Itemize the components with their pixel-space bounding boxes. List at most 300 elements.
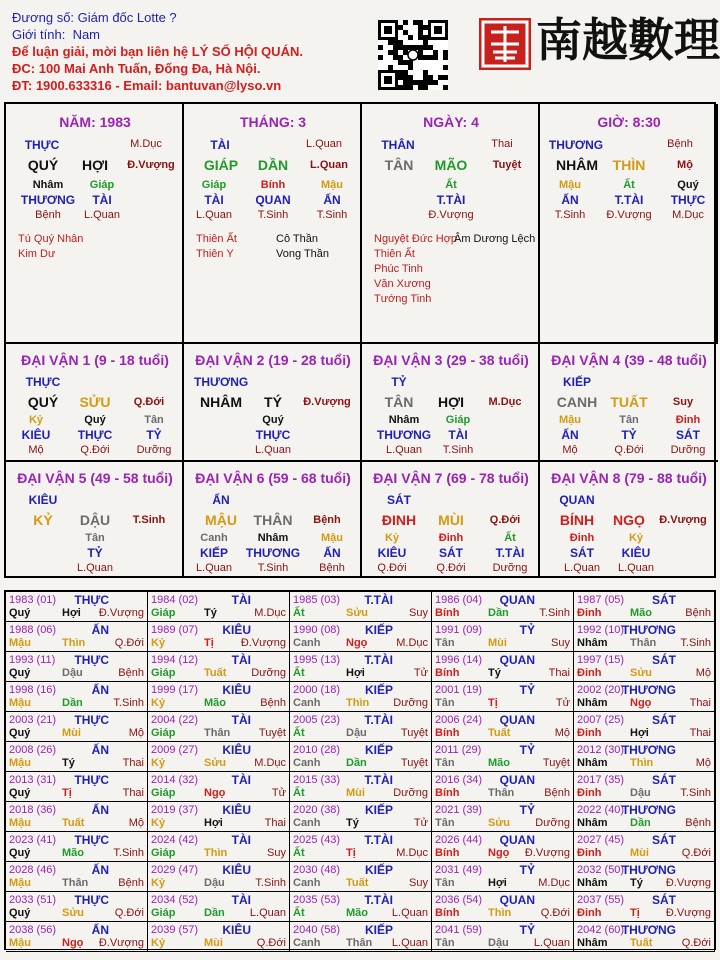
year-stem: Kỷ (151, 937, 166, 949)
year-god: ẤN (91, 923, 109, 937)
year-branch: Thìn (488, 907, 512, 919)
year-stem: Nhâm (577, 637, 608, 649)
year-state: L.Quan (249, 907, 286, 919)
year-branch: Dần (630, 817, 651, 829)
year-cell (574, 622, 715, 652)
year-stem: Quý (9, 607, 31, 619)
year-label: 2018 (36) (9, 804, 57, 816)
year-cell (6, 652, 148, 682)
year-stem: Mậu (9, 937, 31, 949)
hidden-stem-god: ẤN (323, 546, 341, 560)
dai-van-god: ẤN (212, 493, 230, 507)
hidden-stem-state: L.Quan (195, 562, 233, 574)
hidden-stem-god: TỶ (621, 428, 637, 442)
dai-van-stem: KỶ (33, 512, 53, 528)
year-cell (432, 892, 574, 922)
year-god: KIẾP (364, 743, 393, 757)
hidden-stem: Nhâm (32, 179, 64, 191)
year-stem: Tân (435, 757, 455, 769)
dai-van-title: ĐẠI VẬN 4 (39 - 48 tuổi) (551, 352, 707, 368)
year-branch: Mão (346, 907, 368, 919)
hidden-stem-state: L.Quan (195, 209, 233, 221)
year-branch: Hợi (630, 727, 649, 739)
dai-van-state: Suy (672, 396, 694, 408)
hidden-stem-state: Q.Đới (377, 562, 407, 574)
year-stem: Đinh (577, 667, 602, 679)
year-branch: Ngọ (488, 847, 510, 859)
dai-van-1 (6, 342, 184, 460)
pillar-stars-left (196, 232, 237, 262)
year-god: TÀI (231, 653, 251, 667)
year-cell (574, 922, 715, 952)
pillar-branch-state: L.Quan (310, 159, 348, 171)
hidden-stem-god: THƯƠNG (376, 428, 432, 442)
year-branch: Tị (62, 787, 72, 799)
year-state: Bệnh (260, 697, 286, 709)
year-god: KIẾP (364, 923, 393, 937)
year-god: THƯƠNG (621, 803, 676, 817)
year-label: 2015 (33) (293, 774, 341, 786)
year-stem: Ất (293, 847, 305, 859)
year-cell (432, 862, 574, 892)
year-stem: Quý (9, 787, 31, 799)
year-cell (148, 682, 290, 712)
hidden-stem: Tân (619, 414, 639, 426)
star-label: Vong Thần (276, 248, 330, 260)
dai-van-state: Đ.Vượng (303, 396, 351, 408)
year-cell (6, 592, 148, 622)
year-state: M.Dục (254, 757, 286, 769)
year-cell (6, 712, 148, 742)
year-stem: Canh (293, 697, 321, 709)
year-stem: Ất (293, 787, 305, 799)
hidden-stem: Ất (623, 179, 635, 191)
year-cell (574, 862, 715, 892)
hidden-stem-god: ẤN (323, 193, 341, 207)
year-stem: Giáp (151, 847, 176, 859)
dai-van-3 (362, 342, 540, 460)
pillar-stem: QUÝ (27, 157, 59, 173)
year-god: T.TÀI (364, 653, 393, 667)
pillar-branch: HỢI (82, 157, 108, 173)
year-god: TỶ (519, 623, 535, 637)
dai-van-god: QUAN (559, 493, 595, 507)
pillar-branch-state: Tuyệt (492, 159, 522, 171)
year-state: Q.Đới (114, 907, 144, 919)
qr-code-icon[interactable] (378, 20, 448, 90)
star-label: Phúc Tinh (374, 263, 423, 275)
year-branch: Thân (488, 787, 515, 799)
year-cell (290, 742, 432, 772)
year-label: 2039 (57) (151, 924, 199, 936)
year-cell (574, 772, 715, 802)
contact-line-2: ĐC: 100 Mai Anh Tuấn, Đống Đa, Hà Nội. (12, 61, 261, 76)
year-branch: Tị (204, 637, 214, 649)
year-label: 2021 (39) (435, 804, 483, 816)
year-cell (574, 592, 715, 622)
year-cell (290, 712, 432, 742)
contact-line-3: ĐT: 1900.633316 - Email: bantuvan@lyso.vn (12, 78, 282, 93)
dai-van-god: SÁT (387, 493, 411, 507)
star-label: Tướng Tinh (374, 293, 432, 305)
year-branch: Sửu (346, 607, 369, 619)
hidden-stem-god: TỶ (87, 546, 103, 560)
year-label: 2008 (26) (9, 744, 57, 756)
hidden-stem-god: KIÊU (621, 546, 651, 560)
year-state: Đ.Vượng (98, 607, 144, 619)
pillar-1 (6, 104, 184, 344)
year-branch: Tý (630, 877, 643, 889)
year-stem: Mậu (9, 697, 31, 709)
hidden-stem-god: QUAN (255, 193, 291, 207)
year-stem: Bính (435, 787, 460, 799)
year-stem: Giáp (151, 667, 176, 679)
year-stem: Giáp (151, 607, 176, 619)
brand-title: 南越數理 (536, 13, 720, 67)
year-cell (432, 772, 574, 802)
year-branch: Tý (346, 817, 359, 829)
year-state: Dưỡng (251, 667, 286, 679)
dai-van-6 (184, 460, 362, 578)
year-state: Tuyệt (258, 727, 286, 739)
year-branch: Mão (204, 697, 226, 709)
hidden-stem: Canh (200, 532, 228, 544)
pillar-stem-god: THÂN (381, 138, 415, 152)
gender-label: Giới tính: (12, 27, 66, 42)
year-stem: Canh (293, 637, 321, 649)
dai-van-title: ĐẠI VẬN 8 (79 - 88 tuổi) (551, 470, 707, 486)
hidden-stem: Quý (84, 414, 106, 426)
year-state: Bệnh (544, 787, 570, 799)
hidden-stem-god: KIÊU (21, 428, 51, 442)
hidden-stem: Nhâm (257, 532, 289, 544)
year-branch: Tuất (62, 817, 85, 829)
hidden-stem-state: L.Quan (76, 562, 114, 574)
year-state: Dưỡng (535, 817, 570, 829)
year-label: 2017 (35) (577, 774, 625, 786)
year-state: Thai (548, 667, 570, 679)
year-state: Mộ (695, 757, 711, 769)
hidden-stem-state: L.Quan (385, 444, 423, 456)
hidden-stem-state: Bệnh (35, 209, 61, 221)
year-branch: Tị (630, 907, 640, 919)
hidden-stem-god: THƯƠNG (20, 193, 76, 207)
year-branch: Dần (346, 757, 367, 769)
year-branch: Hợi (488, 877, 507, 889)
pillar-stem-state: Thai (491, 138, 513, 150)
year-state: T.Sinh (539, 607, 570, 619)
year-stem: Canh (293, 817, 321, 829)
year-state: T.Sinh (113, 847, 144, 859)
year-cell (6, 622, 148, 652)
year-label: 2011 (29) (435, 744, 482, 756)
year-label: 2009 (27) (151, 744, 199, 756)
year-state: Thai (264, 817, 286, 829)
year-stem: Quý (9, 727, 31, 739)
dai-van-god: TỶ (391, 375, 407, 389)
pillar-stem: TÂN (384, 157, 414, 173)
year-cell (6, 802, 148, 832)
year-label: 1999 (17) (151, 684, 199, 696)
pillar-branch: DẦN (257, 157, 289, 173)
year-god: T.TÀI (364, 593, 393, 607)
year-stem: Canh (293, 937, 321, 949)
hidden-stem: Tân (85, 532, 105, 544)
year-god: KIÊU (222, 683, 251, 697)
pillar-branch: THÌN (612, 157, 646, 173)
dai-van-state: Đ.Vượng (659, 514, 707, 526)
hidden-stem: Giáp (89, 179, 115, 191)
year-god: SÁT (652, 653, 676, 667)
hidden-stem: Ất (445, 179, 457, 191)
year-state: Bệnh (685, 607, 711, 619)
year-state: Bệnh (118, 877, 144, 889)
year-stem: Đinh (577, 907, 602, 919)
year-stem: Đinh (577, 847, 602, 859)
hidden-stem-god: T.TÀI (614, 193, 644, 207)
year-state: Suy (409, 877, 428, 889)
year-state: Q.Đới (681, 937, 711, 949)
year-god: TÀI (231, 593, 251, 607)
year-branch: Thìn (204, 847, 228, 859)
star-label: Thiên Ất (374, 248, 415, 260)
year-stem: Kỷ (151, 877, 166, 889)
year-branch: Dậu (346, 727, 367, 739)
year-label: 2019 (37) (151, 804, 199, 816)
year-branch: Dậu (488, 937, 509, 949)
dai-van-title: ĐẠI VẬN 1 (9 - 18 tuổi) (21, 352, 169, 368)
year-branch: Ngọ (204, 787, 226, 799)
year-branch: Dần (62, 697, 83, 709)
star-label: Văn Xương (374, 278, 431, 290)
year-god: THỰC (74, 893, 109, 907)
hidden-stem-state: T.Sinh (316, 209, 348, 221)
hidden-stem: Kỷ (384, 532, 400, 544)
year-label: 1985 (03) (293, 594, 341, 606)
hidden-stem-state: Q.Đới (436, 562, 466, 574)
hidden-stem: Ất (504, 532, 516, 544)
hidden-stem-state: Đ.Vượng (428, 209, 474, 221)
year-label: 1997 (15) (577, 654, 625, 666)
year-god: KIẾP (364, 863, 393, 877)
year-state: Suy (267, 847, 286, 859)
year-state: M.Dục (396, 847, 428, 859)
dai-van-stem: MẬU (205, 512, 237, 528)
year-stem: Quý (9, 667, 31, 679)
year-state: Đ.Vượng (524, 847, 570, 859)
year-cell (574, 742, 715, 772)
year-cell (148, 772, 290, 802)
pillar-stem: NHÂM (556, 157, 598, 173)
dai-van-branch: TÝ (264, 394, 282, 410)
hidden-stem-state: Bệnh (319, 562, 345, 574)
pillar-4 (540, 104, 718, 344)
year-label: 1983 (01) (9, 594, 57, 606)
year-branch: Ngọ (62, 937, 84, 949)
year-god: THƯƠNG (621, 683, 676, 697)
year-branch: Sửu (62, 907, 85, 919)
year-stem: Tân (435, 697, 455, 709)
hidden-stem-god: TÀI (204, 193, 224, 207)
dai-van-title: ĐẠI VẬN 3 (29 - 38 tuổi) (373, 352, 529, 368)
year-label: 2037 (55) (577, 894, 625, 906)
year-cell (148, 802, 290, 832)
year-god: TÀI (231, 713, 251, 727)
hidden-stem: Mậu (559, 414, 581, 426)
pillar-title: GIỜ: 8:30 (597, 114, 661, 130)
year-branch: Ngọ (630, 697, 652, 709)
year-label: 2003 (21) (9, 714, 57, 726)
hidden-stem-state: L.Quan (83, 209, 121, 221)
dai-van-2 (184, 342, 362, 460)
year-cell (432, 622, 574, 652)
year-branch: Mão (630, 607, 652, 619)
four-pillars-chart (4, 102, 716, 578)
year-branch: Mùi (630, 847, 649, 859)
pillar-stem-state: Bệnh (667, 138, 693, 150)
year-stem: Tân (435, 937, 455, 949)
year-god: THỰC (74, 593, 109, 607)
year-state: Mộ (695, 667, 711, 679)
year-label: 2042 (60) (577, 924, 625, 936)
year-label: 2013 (31) (9, 774, 57, 786)
year-state: Q.Đới (681, 847, 711, 859)
year-branch: Mão (488, 757, 510, 769)
year-cell (290, 892, 432, 922)
dai-van-title: ĐẠI VẬN 2 (19 - 28 tuổi) (195, 352, 351, 368)
year-label: 2041 (59) (435, 924, 483, 936)
year-branch: Tuất (488, 727, 511, 739)
pillar-3 (362, 104, 540, 344)
year-god: ẤN (91, 863, 109, 877)
year-god: THỰC (74, 713, 109, 727)
dai-van-god: THƯƠNG (194, 375, 249, 389)
year-state: Thai (689, 727, 711, 739)
year-god: TỶ (519, 803, 535, 817)
year-label: 1993 (11) (9, 654, 56, 666)
year-stem: Nhâm (577, 877, 608, 889)
hidden-stem: Kỷ (628, 532, 644, 544)
year-branch: Dậu (630, 787, 651, 799)
year-stem: Quý (9, 907, 31, 919)
year-branch: Mùi (488, 637, 507, 649)
hidden-stem: Mậu (559, 179, 581, 191)
pillar-stem-god: TÀI (210, 138, 230, 152)
year-god: T.TÀI (364, 833, 393, 847)
year-state: Đ.Vượng (665, 877, 711, 889)
hidden-stem-state: T.Sinh (257, 562, 289, 574)
hidden-stem: Kỷ (28, 414, 44, 426)
year-stem: Nhâm (577, 757, 608, 769)
dai-van-stem: QUÝ (27, 394, 59, 410)
year-branch: Thìn (630, 757, 654, 769)
year-label: 2031 (49) (435, 864, 483, 876)
year-cell (148, 922, 290, 952)
hidden-stem-state: L.Quan (254, 444, 292, 456)
year-cell (6, 832, 148, 862)
hidden-stem-god: ẤN (561, 193, 579, 207)
year-stem: Giáp (151, 907, 176, 919)
year-label: 2002 (20) (577, 684, 625, 696)
dai-van-god: KIẾP (562, 375, 591, 389)
year-label: 2034 (52) (151, 894, 199, 906)
year-cell (574, 682, 715, 712)
year-state: Q.Đới (540, 907, 570, 919)
pillar-stem-state: L.Quan (305, 138, 343, 150)
year-branch: Tị (346, 847, 356, 859)
hidden-stem-god: KIÊU (377, 546, 407, 560)
year-label: 1986 (04) (435, 594, 483, 606)
name-value: Giám đốc Lotte ? (77, 10, 177, 25)
year-state: Đ.Vượng (240, 637, 286, 649)
year-cell (432, 682, 574, 712)
year-stem: Mậu (9, 817, 31, 829)
year-cell (432, 922, 574, 952)
year-cell (290, 772, 432, 802)
dai-van-stem: NHÂM (200, 394, 242, 410)
year-state: Tử (271, 787, 286, 799)
year-state: M.Dục (396, 637, 428, 649)
year-cell (432, 802, 574, 832)
contact-line-1: Để luận giải, mời bạn liên hệ LÝ SỐ HỘI QUÁN. (12, 44, 303, 59)
year-branch: Thân (630, 637, 657, 649)
hidden-stem: Đinh (569, 532, 595, 544)
year-branch: Tị (488, 697, 498, 709)
pillar-stem-state: M.Dục (130, 138, 162, 150)
star-label: Âm Dương Lệch (454, 233, 536, 245)
year-god: TÀI (231, 893, 251, 907)
year-god: THƯƠNG (621, 743, 676, 757)
star-label: Kim Dư (18, 248, 56, 260)
hidden-stem: Giáp (201, 179, 227, 191)
year-stem: Giáp (151, 727, 176, 739)
year-label: 2014 (32) (151, 774, 199, 786)
year-god: ẤN (91, 803, 109, 817)
pillar-title: NGÀY: 4 (423, 114, 479, 130)
year-stem: Bính (435, 727, 460, 739)
year-state: Dưỡng (393, 697, 428, 709)
year-label: 2012 (30) (577, 744, 625, 756)
year-label: 1989 (07) (151, 624, 199, 636)
year-state: Tuyệt (400, 727, 428, 739)
year-god: KIẾP (364, 803, 393, 817)
year-god: SÁT (652, 833, 676, 847)
hidden-stem-god: THƯƠNG (245, 546, 301, 560)
dai-van-5 (6, 460, 184, 578)
hidden-stem: Tân (144, 414, 164, 426)
year-state: M.Dục (538, 877, 570, 889)
hidden-stem-state: Dưỡng (136, 444, 172, 456)
year-branch: Mùi (204, 937, 223, 949)
year-label: 2026 (44) (435, 834, 483, 846)
year-state: Suy (409, 607, 428, 619)
hidden-stem-god: SÁT (676, 428, 700, 442)
hidden-stem-god: TỶ (146, 428, 162, 442)
year-god: ẤN (91, 623, 109, 637)
year-stem: Bính (435, 607, 460, 619)
year-stem: Kỷ (151, 637, 166, 649)
year-branch: Dần (488, 607, 509, 619)
year-label: 2038 (56) (9, 924, 57, 936)
year-state: Thai (122, 757, 144, 769)
year-cell (290, 592, 432, 622)
pillar-stars-right (276, 232, 329, 262)
year-god: SÁT (652, 893, 676, 907)
year-cell (290, 802, 432, 832)
hidden-stem-state: Dưỡng (670, 444, 706, 456)
year-stem: Ất (293, 607, 305, 619)
year-cell (148, 742, 290, 772)
